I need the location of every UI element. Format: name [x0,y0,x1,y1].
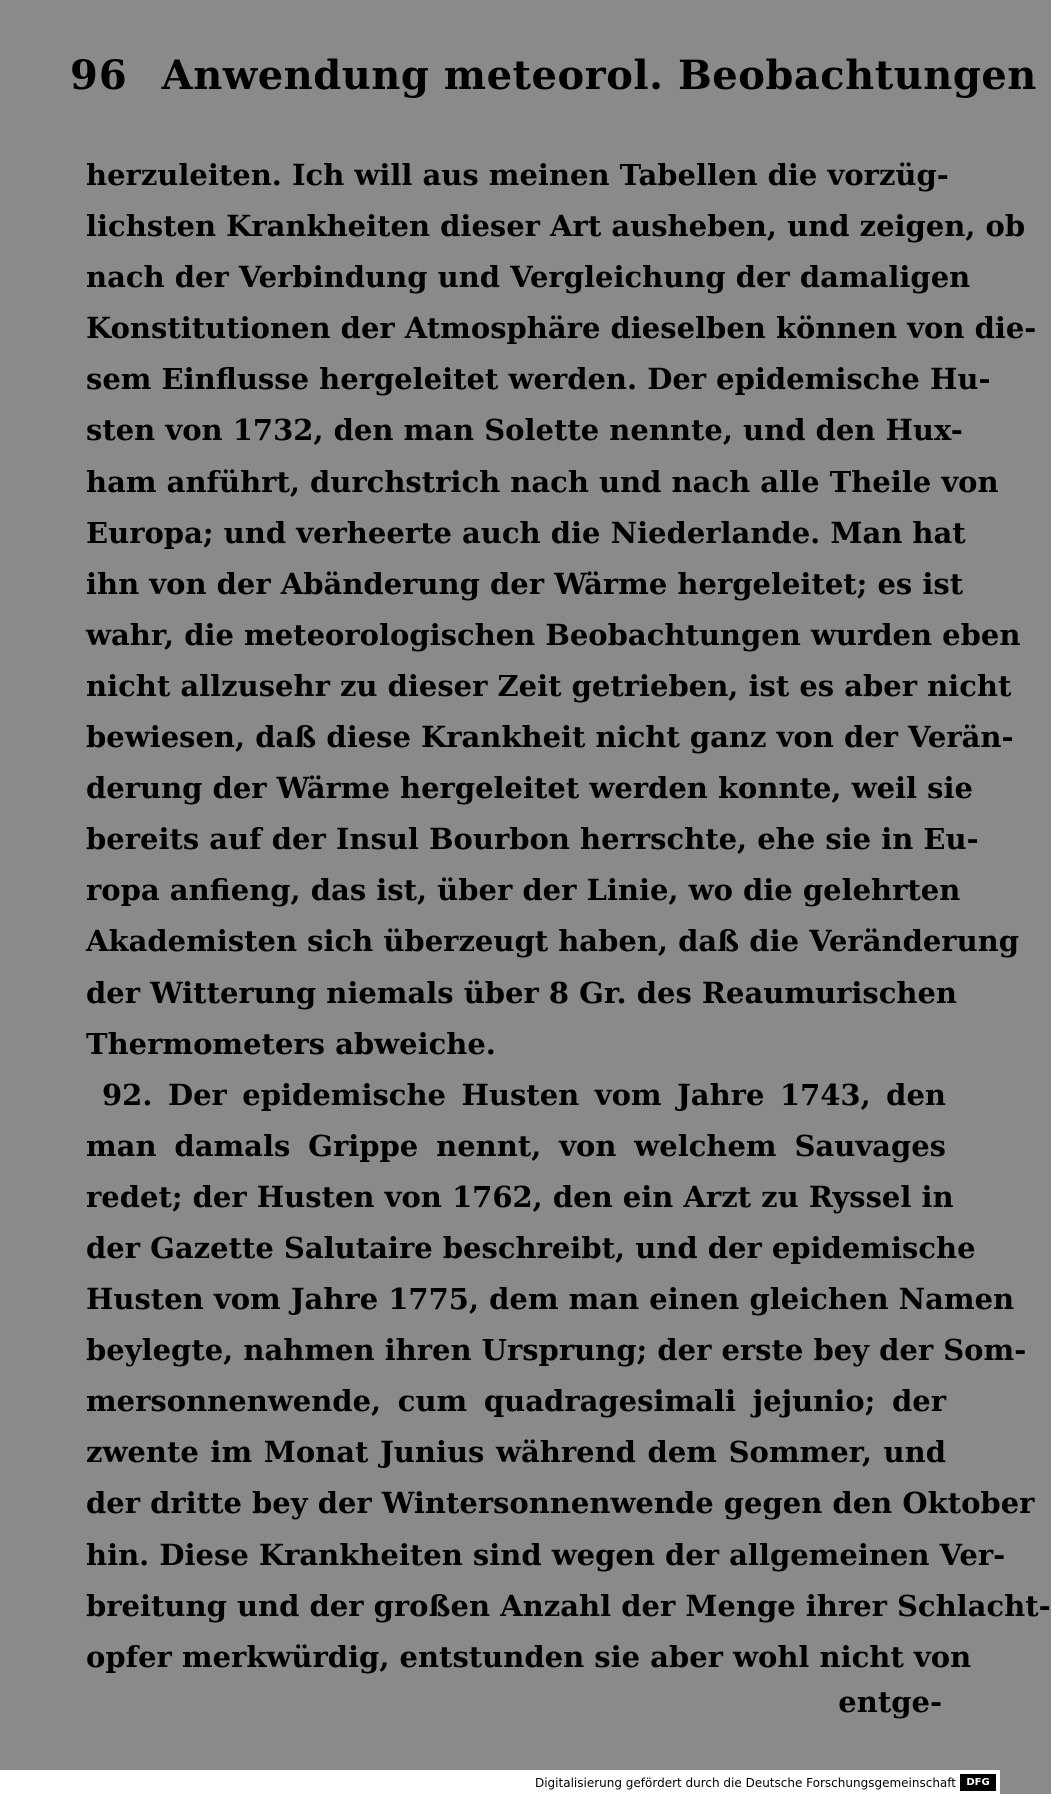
text-line: man damals Grippe nennt, von welchem Sauvages [86,1128,946,1163]
text-line: der Gazette Salutaire beschreibt, und der epidemische [86,1230,976,1265]
section-start-line: 92. Der epidemische Husten vom Jahre 1743, den [102,1077,946,1112]
text-line: redet; der Husten von 1762, den ein Arzt zu Ryssel in [86,1179,954,1214]
text-line: nach der Verbindung und Vergleichung der damaligen [86,260,971,295]
text-line: hin. Diese Krankheiten sind wegen der allgemeinen Ver- [86,1537,1006,1572]
text-line: sten von 1732, den man Solette nennte, und den Hux- [86,413,963,448]
text-line: bereits auf der Insul Bourbon herrschte, ehe sie in Eu- [86,822,979,857]
funding-credit: Digitalisierung gefördert durch die Deutsche Forschungsgemeinschaft [534,1776,956,1790]
text-line: ihn von der Abänderung der Wärme hergeleitet; es ist [86,566,964,601]
text-line: beylegte, nahmen ihren Ursprung; der erste bey der Som- [86,1333,1027,1368]
text-line: ropa anfieng, das ist, über der Linie, wo die gelehrten [86,873,961,908]
page-number: 96 [70,52,128,99]
text-line: der Witterung niemals über 8 Gr. des Reaumurischen [86,975,957,1010]
text-line: bewiesen, daß diese Krankheit nicht ganz von der Verän- [86,720,1014,755]
page-header [70,52,1037,122]
text-line: nicht allzusehr zu dieser Zeit getrieben, ist es aber nicht [86,668,1012,703]
text-line: lichsten Krankheiten dieser Art ausheben, und zeigen, ob [86,209,1026,244]
text-line: mersonnenwende, cum quadragesimali jejunio; der [86,1384,946,1419]
text-line: wahr, die meteorologischen Beobachtungen wurden eben [86,617,1021,652]
text-line: derung der Wärme hergeleitet werden konnte, weil sie [86,771,973,806]
body-text [86,150,1051,1683]
text-line: herzuleiten. Ich will aus meinen Tabellen die vorzüg- [86,158,949,192]
text-line: der dritte bey der Wintersonnenwende gegen den Oktober [86,1486,1035,1521]
text-line: Konstitutionen der Atmosphäre dieselben können von die- [86,311,1037,346]
digitization-footer [0,1770,1000,1794]
text-line: breitung und der großen Anzahl der Menge ihrer Schlacht- [86,1588,1051,1623]
text-line: zwente im Monat Junius während dem Sommer, und [86,1435,946,1470]
text-line: Husten vom Jahre 1775, dem man einen gleichen Namen [86,1282,1015,1317]
dfg-logo-icon: DFG [960,1774,996,1791]
running-head: Anwendung meteorol. Beobachtungen [161,52,1037,99]
text-line: Akademisten sich überzeugt haben, daß die Veränderung [86,924,1020,959]
text-line: opfer merkwürdig, entstunden sie aber wohl nicht von [86,1639,972,1674]
text-line: ham anführt, durchstrich nach und nach alle Theile von [86,464,999,499]
catchword: entge- [838,1685,942,1719]
paragraph-end-line: Thermometers abweiche. [86,1026,496,1061]
text-line: Europa; und verheerte auch die Niederlande. Man hat [86,515,966,550]
text-line: sem Einflusse hergeleitet werden. Der epidemische Hu- [86,362,991,397]
